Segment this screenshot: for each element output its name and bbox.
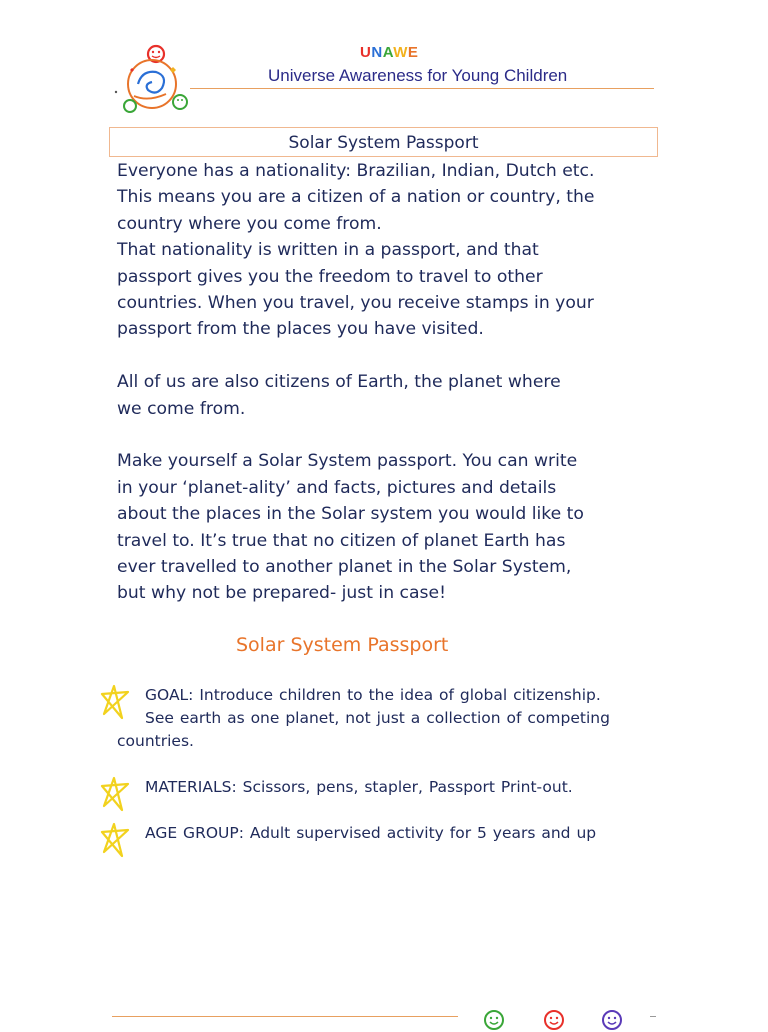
goal-text [117, 684, 658, 753]
star-icon [98, 684, 132, 722]
text-line: travel to. It’s true that no citizen of planet Earth has [117, 530, 566, 551]
unawe-logo-icon [108, 40, 198, 116]
green-face-icon [480, 1004, 508, 1032]
text-line: Make yourself a Solar System passport. You can write [117, 451, 578, 472]
brand-letter: W [393, 44, 408, 61]
age-group-text: AGE GROUP: Adult supervised activity for 5 years and up [145, 824, 597, 842]
page-title: Solar System Passport [109, 127, 658, 157]
text-line: ever travelled to another planet in the Solar System, [117, 557, 572, 578]
paragraph-3 [117, 448, 657, 606]
goal-item [98, 684, 658, 753]
header-divider [190, 88, 654, 89]
brand-subtitle: Universe Awareness for Young Children [268, 66, 568, 85]
brand-letter: A [382, 44, 394, 61]
text-line: Everyone has a nationality: Brazilian, Indian, Dutch etc. [117, 161, 595, 181]
footer-mark [650, 1016, 656, 1017]
materials-item [98, 776, 658, 799]
materials-text: MATERIALS: Scissors, pens, stapler, Passport Print-out. [145, 778, 573, 796]
text-line: All of us are also citizens of Earth, the planet where [117, 372, 561, 393]
text-line: about the places in the Solar system you would like to [117, 504, 584, 525]
text-line: but why not be prepared- just in case! [117, 583, 446, 604]
brand-letter: E [407, 44, 419, 61]
star-icon [98, 822, 132, 860]
paragraph-1 [117, 158, 657, 343]
text-line: in your ‘planet-ality’ and facts, pictures and details [117, 477, 557, 498]
paragraph-2 [117, 369, 657, 422]
text-line: we come from. [117, 398, 246, 419]
brand-letter: N [371, 44, 383, 61]
section-heading: Solar System Passport [236, 634, 449, 656]
text-line: That nationality is written in a passport, and that [117, 240, 539, 261]
footer-divider [112, 1016, 458, 1017]
brand-title [360, 44, 418, 61]
text-line: passport gives you the freedom to travel to other [117, 266, 543, 287]
purple-face-icon [598, 1004, 626, 1032]
intro-text [117, 158, 657, 607]
star-icon [98, 776, 132, 814]
paragraph-gap [117, 343, 657, 369]
paragraph-gap [117, 422, 657, 448]
text-line: passport from the places you have visited. [117, 319, 484, 340]
text-line: See earth as one planet, not just a collection of competing [145, 709, 610, 727]
text-line: countries. [117, 732, 194, 750]
text-line: country where you come from. [117, 213, 382, 234]
age-group-item [98, 822, 658, 845]
red-face-icon [540, 1004, 568, 1032]
text-line: GOAL: Introduce children to the idea of global citizenship. [145, 686, 601, 704]
brand-letter: U [360, 44, 372, 61]
text-line: This means you are a citizen of a nation or country, the [117, 187, 595, 208]
text-line: countries. When you travel, you receive stamps in your [117, 293, 594, 314]
